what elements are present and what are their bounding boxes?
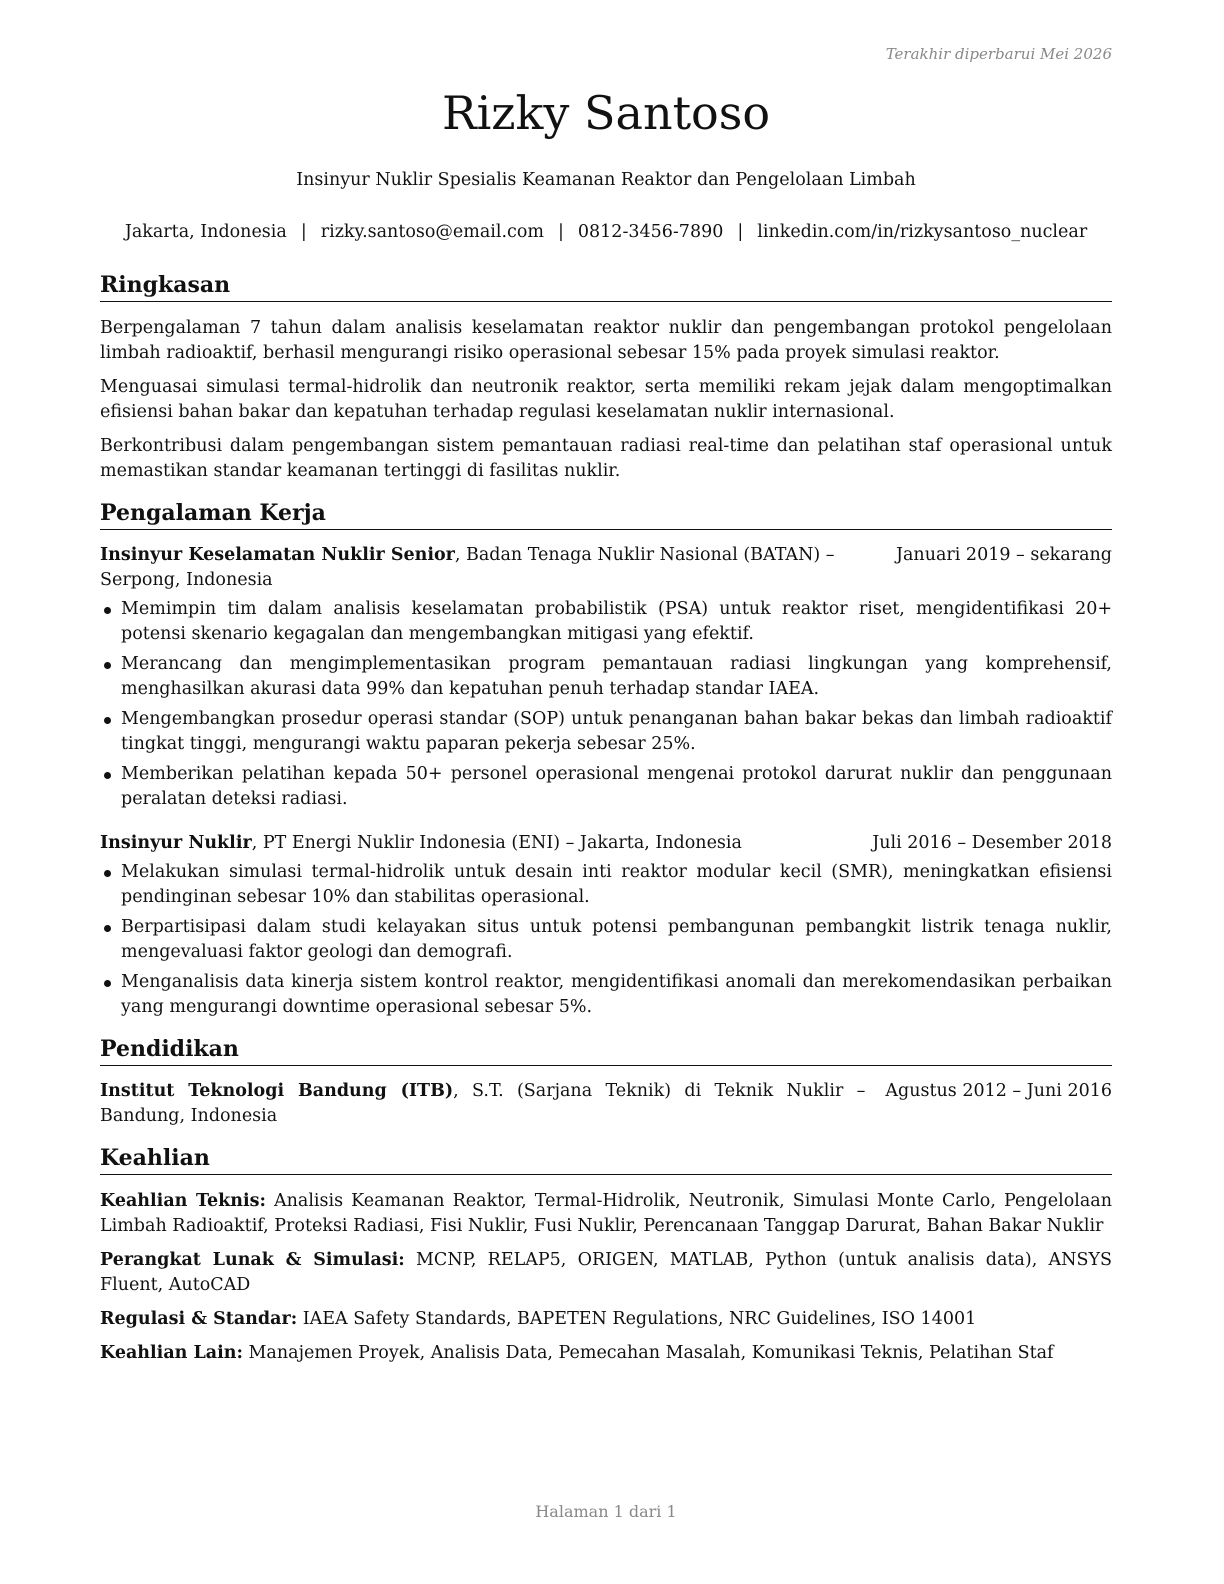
skill-row [100,1341,1112,1366]
contact-email[interactable]: rizky.santoso@email.com [320,222,544,242]
job-header [100,831,1112,856]
resume-content [100,270,1112,1366]
contact-separator: | [737,222,744,242]
job-organization: , PT Energi Nuklir Indonesia (ENI) – Jakarta, Indonesia [251,833,742,853]
job-entry [100,831,1112,1020]
job-role: Insinyur Keselamatan Nuklir Senior [100,545,455,565]
contact-location: Jakarta, Indonesia [124,222,287,242]
list-item: Menganalisis data kinerja sistem kontrol reaktor, mengidentifikasi anomali dan merekomendasikan perbaikan yang mengurangi downtime operasional sebesar 5%. [100,970,1112,1020]
contact-separator: | [558,222,564,242]
skill-row [100,1189,1112,1239]
job-title-line [100,831,872,856]
section-title-summary: Ringkasan [100,270,1112,302]
contact-phone: 0812-3456-7890 [577,222,724,242]
resume-page [100,0,1112,1584]
education-entry [100,1079,1112,1129]
skills-section [100,1143,1112,1366]
skill-label: Perangkat Lunak & Simulasi: [100,1250,405,1270]
skill-label: Keahlian Lain: [100,1343,243,1363]
list-item: Memimpin tim dalam analisis keselamatan probabilistik (PSA) untuk reaktor riset, mengidentifikasi 20+ potensi skenario kegagalan dan mengembangkan mitigasi yang efektif. [100,597,1112,647]
contact-line [100,220,1112,245]
list-item: Melakukan simulasi termal-hidrolik untuk desain inti reaktor modular kecil (SMR), meningkatkan efisiensi pendinginan sebesar 10% dan stabilitas operasional. [100,860,1112,910]
skill-label: Regulasi & Standar: [100,1309,298,1329]
job-role: Insinyur Nuklir [100,833,252,853]
contact-linkedin[interactable]: linkedin.com/in/rizkysantoso_nuclear [757,222,1088,242]
job-organization: , Badan Tenaga Nuklir Nasional (BATAN) – Serpong, Indonesia [100,545,835,590]
education-school: Institut Teknologi Bandung (ITB) [100,1081,454,1101]
job-bullets [100,860,1112,1020]
page-number: Halaman 1 dari 1 [535,1502,677,1521]
skill-label: Keahlian Teknis: [100,1191,266,1211]
skill-value: MCNP, RELAP5, ORIGEN, MATLAB, Python (untuk analisis data), ANSYS Fluent, AutoCAD [100,1250,1112,1295]
job-title-line [100,543,896,593]
summary-paragraph: Menguasai simulasi termal-hidrolik dan neutronik reaktor, serta memiliki rekam jejak dalam mengoptimalkan efisiensi bahan bakar dan kepatuhan terhadap regulasi keselamatan nuklir internasional. [100,377,1112,422]
skill-value: IAEA Safety Standards, BAPETEN Regulations, NRC Guidelines, ISO 14001 [297,1309,977,1329]
candidate-name: Rizky Santoso [441,86,771,140]
job-dates: Januari 2019 – sekarang [895,545,1112,565]
section-title-skills: Keahlian [100,1143,1112,1175]
last-updated: Terakhir diperbarui Mei 2026 [885,45,1112,63]
job-entry [100,543,1112,812]
section-title-experience: Pengalaman Kerja [100,498,1112,530]
list-item: Memberikan pelatihan kepada 50+ personel operasional mengenai protokol darurat nuklir dan penggunaan peralatan deteksi radiasi. [100,762,1112,812]
section-title-education: Pendidikan [100,1034,1112,1066]
education-dates: Agustus 2012 – Juni 2016 [885,1081,1112,1101]
list-item: Merancang dan mengimplementasikan program pemantauan radiasi lingkungan yang komprehensif, menghasilkan akurasi data 99% dan kepatuhan penuh terhadap standar IAEA. [100,652,1112,702]
list-item: Mengembangkan prosedur operasi standar (SOP) untuk penanganan bahan bakar bekas dan limbah radioaktif tingkat tinggi, mengurangi waktu paparan pekerja sebesar 25%. [100,707,1112,757]
list-item: Berpartisipasi dalam studi kelayakan situs untuk potensi pembangunan pembangkit listrik tenaga nuklir, mengevaluasi faktor geologi dan demografi. [100,915,1112,965]
job-header [100,543,1112,593]
education-detail: , S.T. (Sarjana Teknik) di Teknik Nuklir – Bandung, Indonesia [100,1081,866,1126]
skill-value: Manajemen Proyek, Analisis Data, Pemecahan Masalah, Komunikasi Teknis, Pelatihan Staf [242,1343,1054,1363]
education-line [100,1079,885,1129]
job-dates: Juli 2016 – Desember 2018 [872,833,1112,853]
summary-paragraph: Berkontribusi dalam pengembangan sistem pemantauan radiasi real-time dan pelatihan staf operasional untuk memastikan standar keamanan tertinggi di fasilitas nuklir. [100,436,1112,481]
job-bullets [100,597,1112,812]
skill-row [100,1248,1112,1298]
experience-section [100,498,1112,1020]
tagline: Insinyur Nuklir Spesialis Keamanan Reaktor dan Pengelolaan Limbah [296,170,916,190]
education-section [100,1034,1112,1129]
skill-row [100,1307,1112,1332]
summary-section [100,270,1112,484]
summary-paragraph: Berpengalaman 7 tahun dalam analisis keselamatan reaktor nuklir dan pengembangan protokol pengelolaan limbah radioaktif, berhasil mengurangi risiko operasional sebesar 15% pada proyek simulasi reaktor. [100,318,1112,363]
contact-separator: | [300,222,307,242]
skill-value: Analisis Keamanan Reaktor, Termal-Hidrolik, Neutronik, Simulasi Monte Carlo, Pengelolaan Limbah Radioaktif, Proteksi Radiasi, Fisi Nuklir, Fusi Nuklir, Perencanaan Tanggap Darurat, Bahan Bakar Nuklir [100,1191,1112,1236]
